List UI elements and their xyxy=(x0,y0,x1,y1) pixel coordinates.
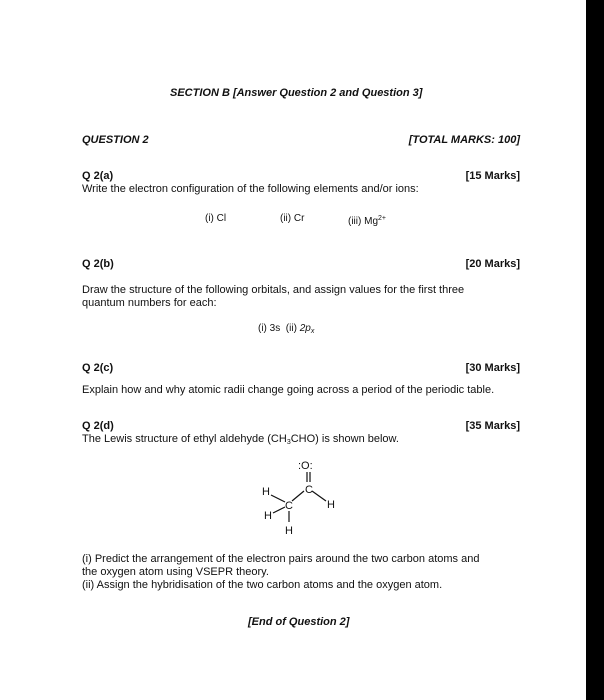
q2d-label: Q 2(d) xyxy=(82,420,114,432)
bond-c-h-left xyxy=(273,507,285,513)
q2b-text-line1: Draw the structure of the following orbitals, and assign values for the first three xyxy=(82,284,465,296)
q2b-item-2-subscript: x xyxy=(310,328,315,335)
q2a-label: Q 2(a) xyxy=(82,170,114,182)
methyl-carbon: C xyxy=(285,500,293,512)
q2a-item-3 xyxy=(348,212,386,228)
q2a-item-1 xyxy=(205,212,226,225)
q2d-text-after: CHO) is shown below. xyxy=(290,433,399,445)
q2a-item-2-num: (ii) xyxy=(280,213,292,224)
q2b-item-2-num: (ii) xyxy=(285,323,297,334)
q2d-text-before: The Lewis structure of ethyl aldehyde (CH xyxy=(82,433,287,445)
q2c-label: Q 2(c) xyxy=(82,362,114,374)
q2a-item-3-species: Mg xyxy=(364,216,379,227)
q2b-marks: [20 Marks] xyxy=(465,258,520,270)
q2a-marks: [15 Marks] xyxy=(465,170,520,182)
q2a-item-1-num: (i) xyxy=(205,213,214,224)
q2c-marks: [30 Marks] xyxy=(465,362,520,374)
q2b-item-1-orbital: 3s xyxy=(269,323,281,334)
q2b-label: Q 2(b) xyxy=(82,258,114,270)
q2a-item-2 xyxy=(280,212,304,225)
bond-c-h-aldehyde xyxy=(312,491,326,501)
q2b-text-line2: quantum numbers for each: xyxy=(82,297,217,309)
question-heading: QUESTION 2 xyxy=(82,134,149,146)
methyl-hydrogen-left: H xyxy=(264,510,272,522)
q2a-item-3-charge: 2+ xyxy=(378,215,386,222)
q2a-text: Write the electron configuration of the following elements and/or ions: xyxy=(82,183,419,195)
bond-c-c xyxy=(292,491,304,501)
q2b-items xyxy=(258,322,314,338)
q2a-item-2-species: Cr xyxy=(293,213,305,224)
section-title: SECTION B [Answer Question 2 and Question 3] xyxy=(170,87,423,99)
q2b-item-2-orbital: 2p xyxy=(299,323,311,334)
oxygen-atom: :O: xyxy=(298,460,313,472)
q2d-text-subscript: 3 xyxy=(286,439,291,446)
lewis-structure-diagram xyxy=(250,455,360,540)
methyl-hydrogen-bottom: H xyxy=(285,525,293,537)
q2d-part-i-line2: the oxygen atom using VSEPR theory. xyxy=(82,566,269,578)
q2d-part-ii: (ii) Assign the hybridisation of the two carbon atoms and the oxygen atom. xyxy=(82,579,443,591)
end-of-question: [End of Question 2] xyxy=(248,616,350,628)
methyl-hydrogen-top: H xyxy=(262,486,270,498)
bond-c-h-top xyxy=(271,495,285,502)
q2b-item-1-num: (i) xyxy=(258,323,267,334)
carbonyl-carbon: C xyxy=(305,484,313,496)
q2c-text: Explain how and why atomic radii change going across a period of the periodic table. xyxy=(82,384,495,396)
q2d-marks: [35 Marks] xyxy=(465,420,520,432)
q2d-part-i-line1: (i) Predict the arrangement of the electron pairs around the two carbon atoms and xyxy=(82,553,480,565)
q2d-text xyxy=(82,433,399,449)
total-marks: [TOTAL MARKS: 100] xyxy=(408,134,520,146)
q2a-item-3-num: (iii) xyxy=(348,216,362,227)
q2a-item-1-species: Cl xyxy=(216,213,227,224)
aldehyde-hydrogen: H xyxy=(327,499,335,511)
